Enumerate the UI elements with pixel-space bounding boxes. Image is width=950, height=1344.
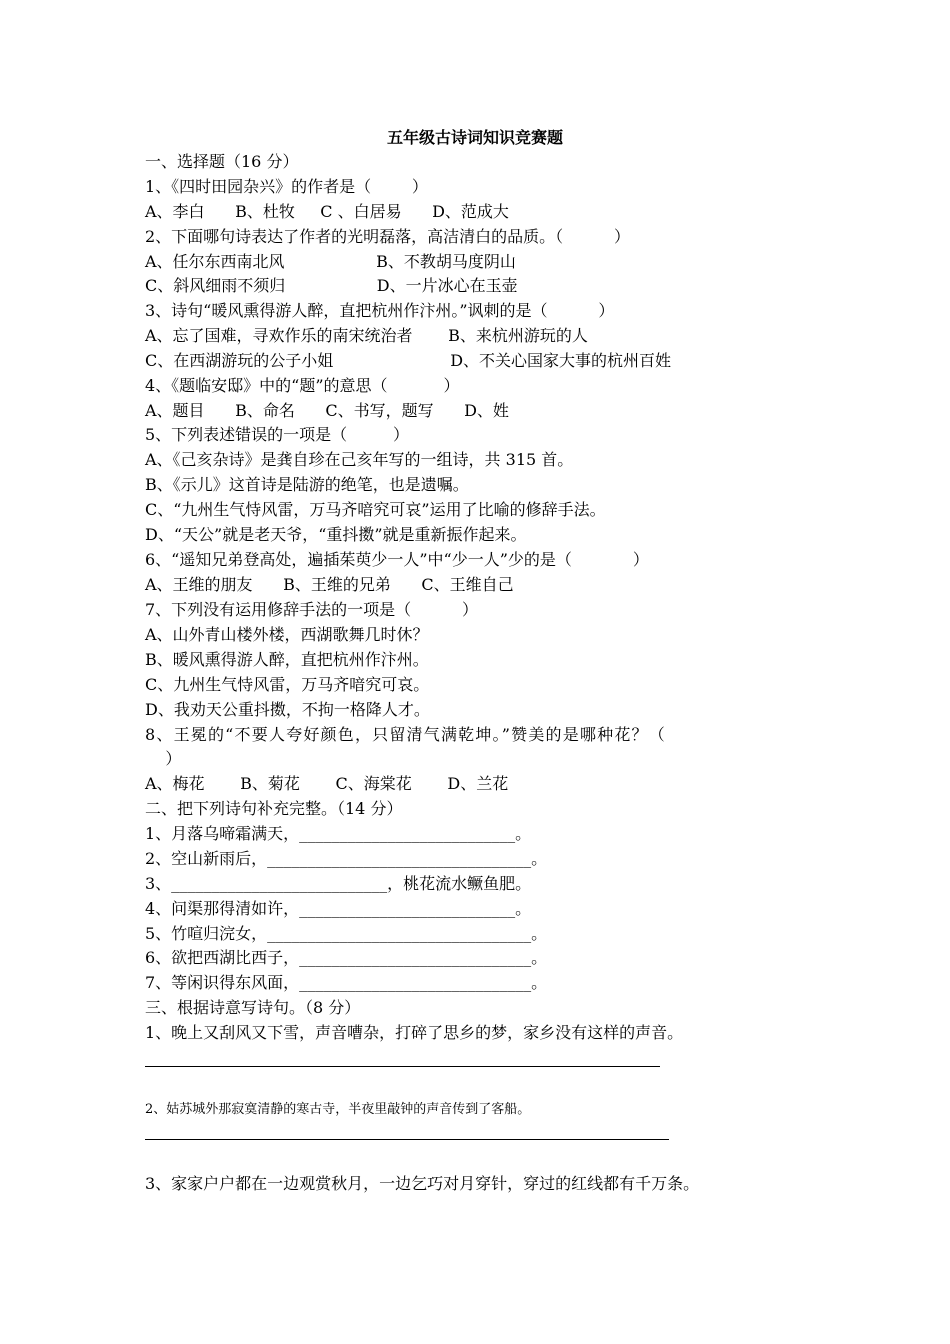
question-line: 5、下列表述错误的一项是（ ）	[145, 425, 409, 444]
option-line: B、暖风熏得游人醉，直把杭州作汴州。	[145, 650, 429, 669]
option-line: B、《示儿》这首诗是陆游的绝笔，也是遗嘱。	[145, 475, 469, 494]
option-line: A、忘了国难，寻欢作乐的南宋统治者 B、来杭州游玩的人	[145, 326, 588, 345]
question-line: 4、《题临安邸》中的“题”的意思（ ）	[145, 376, 460, 395]
option-line: D、我劝天公重抖擞，不拘一格降人才。	[145, 700, 430, 719]
option-line: A、任尔东西南北风 B、不教胡马度阴山	[145, 252, 516, 271]
option-line: C、九州生气恃风雷，万马齐喑究可哀。	[145, 675, 430, 694]
section-heading: 二、把下列诗句补充完整。（14 分）	[145, 799, 403, 818]
question-line: 1、晚上又刮风又下雪，声音嘈杂，打碎了思乡的梦，家乡没有这样的声音。	[145, 1023, 684, 1042]
fill-in-line: 7、等闲识得东风面，_____________________________。	[145, 973, 548, 992]
option-line: C、“九州生气恃风雷，万马齐喑究可哀”运用了比喻的修辞手法。	[145, 500, 606, 519]
fill-in-line: 3、___________________________，桃花流水鳜鱼肥。	[145, 874, 532, 893]
question-line: 7、下列没有运用修辞手法的一项是（ ）	[145, 600, 479, 619]
question-line-continued: ）	[145, 749, 182, 768]
fill-in-line: 1、月落乌啼霜满天，___________________________。	[145, 824, 532, 843]
option-line: A、题目 B、命名 C、书写，题写 D、姓	[145, 401, 509, 420]
fill-in-line: 2、空山新雨后，_________________________________。	[145, 849, 548, 868]
option-line: A、《己亥杂诗》是龚自珍在己亥年写的一组诗，共 315 首。	[145, 450, 574, 469]
option-line: D、“天公”就是老天爷，“重抖擞”就是重新振作起来。	[145, 525, 527, 544]
answer-line	[145, 1139, 669, 1140]
option-line: A、王维的朋友 B、王维的兄弟 C、王维自己	[145, 575, 514, 594]
answer-line	[145, 1066, 660, 1067]
option-line: C、斜风细雨不须归 D、一片冰心在玉壶	[145, 276, 518, 295]
question-line: 2、下面哪句诗表达了作者的光明磊落，高洁清白的品质。（ ）	[145, 227, 631, 246]
option-line: A、李白 B、杜牧 C 、白居易 D、范成大	[145, 202, 509, 221]
question-line: 8、王冕的“不要人夸好颜色，只留清气满乾坤。”赞美的是哪种花？（	[145, 725, 666, 744]
page-title: 五年级古诗词知识竞赛题	[386, 128, 563, 147]
question-line: 1、《四时田园杂兴》的作者是（ ）	[145, 177, 428, 196]
option-line: A、山外青山楼外楼，西湖歌舞几时休？	[145, 625, 429, 644]
section-heading: 三、根据诗意写诗句。（8 分）	[145, 998, 361, 1017]
question-line: 6、“遥知兄弟登高处，遍插茱萸少一人”中“少一人”少的是（ ）	[145, 550, 649, 569]
option-line: C、在西湖游玩的公子小姐 D、不关心国家大事的杭州百姓	[145, 351, 672, 370]
question-line: 3、诗句“暖风熏得游人醉，直把杭州作汴州。”讽刺的是（ ）	[145, 301, 615, 320]
option-line: A、梅花 B、菊花 C、海棠花 D、兰花	[145, 774, 509, 793]
fill-in-line: 4、问渠那得清如许，___________________________。	[145, 899, 532, 918]
fill-in-line: 6、欲把西湖比西子，_____________________________。	[145, 948, 548, 967]
question-line: 2、姑苏城外那寂寞清静的寒古寺，半夜里敲钟的声音传到了客船。	[145, 1102, 531, 1117]
fill-in-line: 5、竹喧归浣女，_________________________________。	[145, 924, 548, 943]
question-line: 3、家家户户都在一边观赏秋月，一边乞巧对月穿针，穿过的红线都有千万条。	[145, 1174, 700, 1193]
section-heading: 一、选择题（16 分）	[145, 152, 299, 171]
